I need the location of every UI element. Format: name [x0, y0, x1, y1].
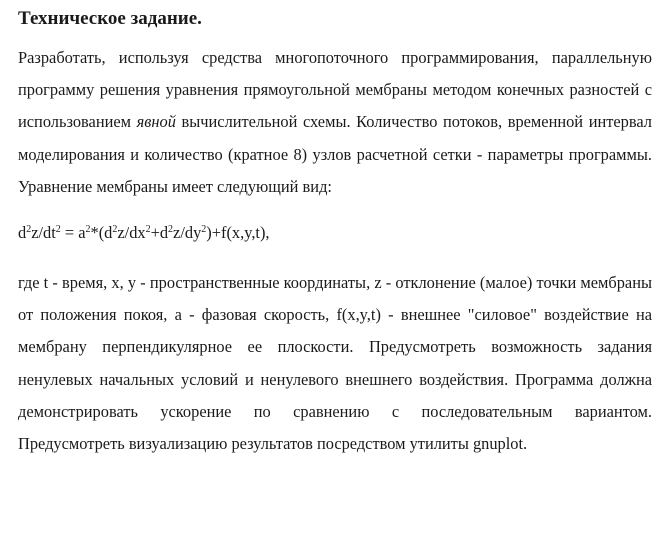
membrane-equation [18, 221, 652, 245]
equation-exponent: 2 [168, 224, 174, 236]
equation-part: +d [150, 223, 169, 243]
task-text-start: Разработать, используя средства многопоточного программирования, параллельную программу решения уравнения прямоугольной мембраны методом конечных разностей с использованием [18, 48, 652, 132]
equation-part: z/dt [31, 223, 56, 243]
task-paragraph [18, 42, 652, 203]
equation-exponent: 2 [201, 224, 207, 236]
equation-part: z/dx [117, 223, 146, 243]
equation-part: *(d [90, 223, 113, 243]
explicit-scheme-emphasis: явной [136, 112, 176, 132]
equation-exponent: 2 [26, 224, 32, 236]
document-title: Техническое задание. [18, 8, 202, 29]
equation-part: d [18, 223, 27, 243]
equation-part: )+f(x,y,t), [206, 223, 270, 243]
equation-part: = a [60, 223, 86, 243]
definitions-paragraph: где t - время, x, y - пространственные координаты, z - отклонение (малое) точки мембраны от положения покоя, a - фазовая скорость, f(x,y,t) - внешнее "силовое" воздействие на мембрану перпендикулярное ее плоскости. Предусмотреть возможность задания ненулевых начальных условий и ненулевого внешнего воздействия. Программа должна демонстрировать ускорение по сравнению с последовательным вариантом. Предусмотреть визуализацию результатов посредством утилиты gnuplot. [18, 273, 652, 454]
equation-part: z/dy [173, 223, 202, 243]
task-text-end: вычислительной схемы. Количество потоков, временной интервал моделирования и количество (кратное 8) узлов расчетной сетки - параметры программы. Уравнение мембраны имеет следующий вид: [18, 112, 652, 196]
equation-exponent: 2 [112, 224, 118, 236]
equation-exponent: 2 [145, 224, 151, 236]
equation-exponent: 2 [85, 224, 91, 236]
equation-exponent: 2 [55, 224, 61, 236]
